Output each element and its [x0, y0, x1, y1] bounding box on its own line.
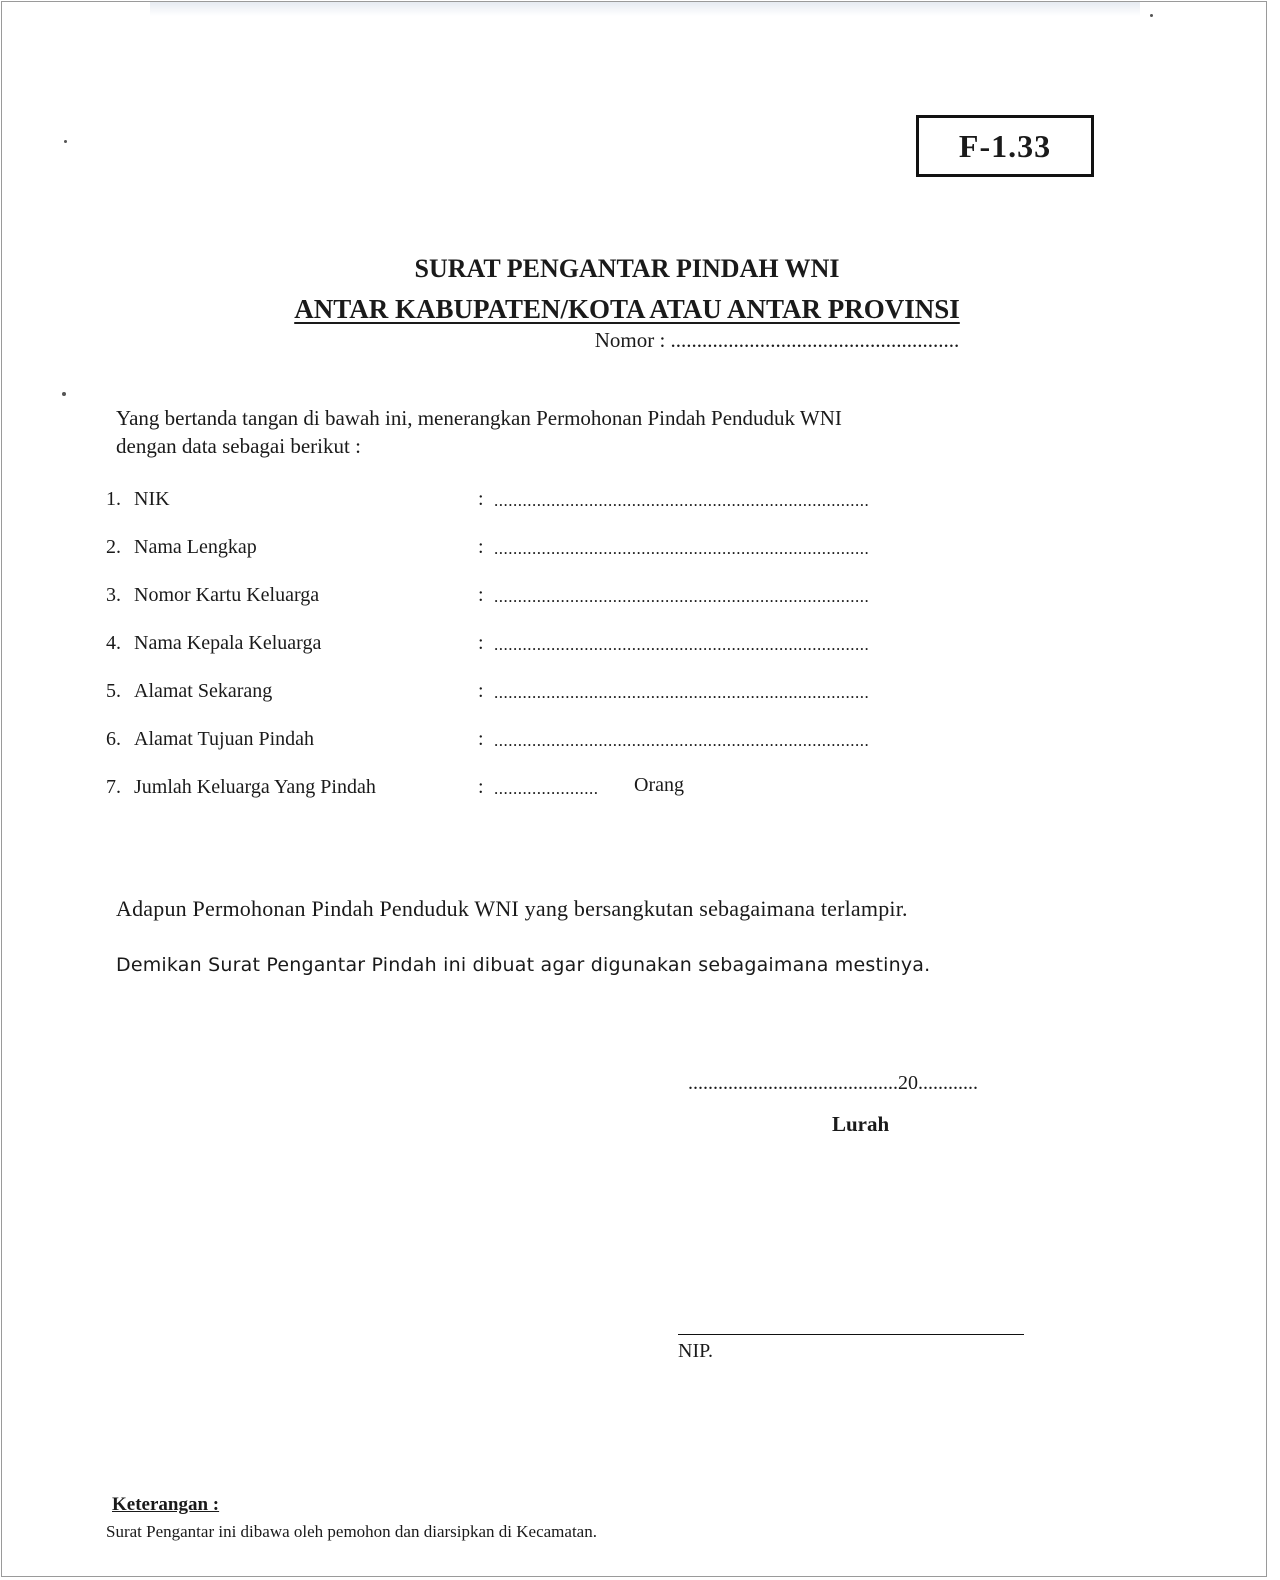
field-number: 3. [106, 584, 121, 606]
signature-line[interactable] [678, 1334, 1024, 1335]
nip-label: NIP. [678, 1340, 714, 1362]
field-number: 1. [106, 488, 121, 510]
scan-speck [62, 392, 66, 396]
scan-speck [1150, 14, 1153, 17]
field-label: NIK [134, 488, 170, 510]
document-title: SURAT PENGANTAR PINDAH WNI [414, 254, 840, 283]
field-blank[interactable]: ............................................................................... [494, 635, 870, 654]
field-colon: : [478, 776, 484, 798]
field-blank[interactable]: ............................................................................... [494, 587, 870, 606]
field-label: Nama Kepala Keluarga [134, 632, 322, 654]
field-blank[interactable]: ...................... [494, 779, 599, 798]
note-text: Surat Pengantar ini dibawa oleh pemohon dan diarsipkan di Kecamatan. [106, 1522, 597, 1541]
field-colon: : [478, 536, 484, 558]
intro-paragraph [116, 404, 1116, 460]
intro-line: dengan data sebagai berikut : [116, 434, 361, 458]
closing-paragraph: Demikan Surat Pengantar Pindah ini dibuat agar digunakan sebagaimana mestinya. [116, 954, 931, 976]
document-number: Nomor : ....................................................... [594, 328, 960, 352]
signatory-title: Lurah [832, 1112, 890, 1136]
field-number: 7. [106, 776, 121, 798]
field-label: Alamat Sekarang [134, 680, 273, 702]
scan-speck [64, 140, 67, 143]
field-colon: : [478, 680, 484, 702]
field-number: 2. [106, 536, 121, 558]
field-label: Nama Lengkap [134, 536, 257, 558]
document-subtitle: ANTAR KABUPATEN/KOTA ATAU ANTAR PROVINSI [294, 294, 960, 324]
field-label: Nomor Kartu Keluarga [134, 584, 320, 606]
place-date-blank[interactable]: ..........................................20............ [688, 1072, 978, 1094]
field-number: 5. [106, 680, 121, 702]
field-blank[interactable]: ............................................................................... [494, 491, 870, 510]
scan-artifact [150, 2, 1140, 16]
field-unit: Orang [634, 774, 684, 796]
field-colon: : [478, 728, 484, 750]
form-code-box: F-1.33 [916, 115, 1094, 177]
field-colon: : [478, 488, 484, 510]
field-label: Alamat Tujuan Pindah [134, 728, 315, 750]
field-blank[interactable]: ............................................................................... [494, 539, 870, 558]
field-blank[interactable]: ............................................................................... [494, 731, 870, 750]
field-colon: : [478, 632, 484, 654]
field-number: 6. [106, 728, 121, 750]
statement-paragraph: Adapun Permohonan Pindah Penduduk WNI yang bersangkutan sebagaimana terlampir. [116, 896, 908, 921]
intro-line: Yang bertanda tangan di bawah ini, menerangkan Permohonan Pindah Penduduk WNI [116, 406, 842, 430]
field-blank[interactable]: ............................................................................... [494, 683, 870, 702]
field-label: Jumlah Keluarga Yang Pindah [134, 776, 376, 798]
note-heading: Keterangan : [112, 1494, 220, 1515]
field-colon: : [478, 584, 484, 606]
field-number: 4. [106, 632, 121, 654]
